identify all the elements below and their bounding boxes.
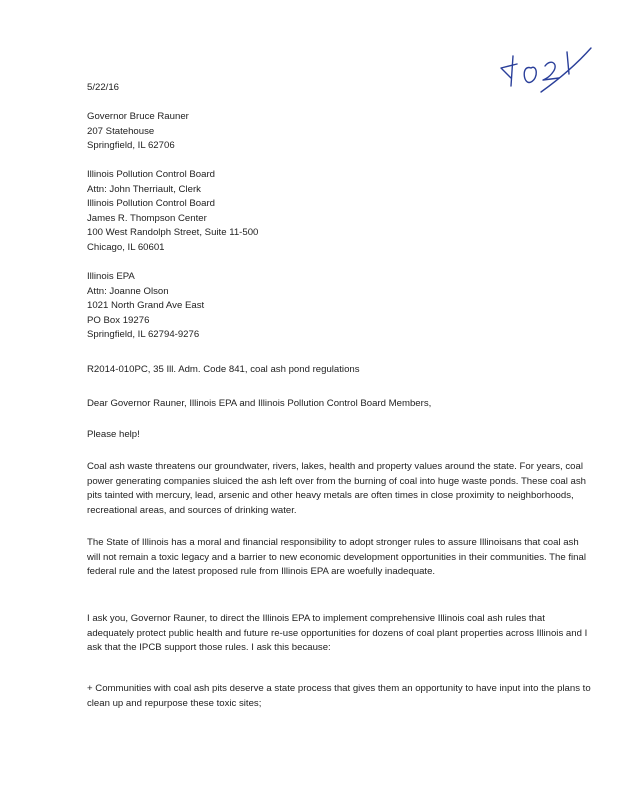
- address-line: 100 West Randolph Street, Suite 11-500: [87, 227, 259, 239]
- body-paragraph-2: The State of Illinois has a moral and financial responsibility to adopt stronger rules to assure Illinoisans that coal ash will not remain a toxic legacy and a barrier to new economic development opportunities in their communities. The final federal rule and the latest proposed rule from Illinois EPA are woefully inadequate.: [87, 537, 586, 578]
- address-line: PO Box 19276: [87, 314, 150, 326]
- address-line: 207 Statehouse: [87, 125, 155, 137]
- address-line: Attn: Joanne Olson: [87, 285, 169, 297]
- subject-line: R2014-010PC, 35 Ill. Adm. Code 841, coal ash pond regulations: [87, 364, 360, 375]
- bullet-point-1: + Communities with coal ash pits deserve a state process that gives them an opportunity to have input into the plans to clean up and repurpose these toxic sites;: [87, 683, 591, 709]
- recipient-governor: [87, 110, 607, 154]
- address-line: Chicago, IL 60601: [87, 241, 165, 253]
- address-line: Governor Bruce Rauner: [87, 111, 189, 122]
- plea: Please help!: [87, 429, 140, 440]
- address-line: Attn: John Therriault, Clerk: [87, 183, 201, 195]
- address-line: Illinois Pollution Control Board: [87, 169, 215, 180]
- recipient-pollution-control-board: [87, 168, 607, 256]
- address-line: Illinois Pollution Control Board: [87, 198, 215, 210]
- recipient-illinois-epa: [87, 270, 607, 343]
- letter-date: 5/22/16: [87, 82, 120, 93]
- address-line: James R. Thompson Center: [87, 212, 207, 224]
- body-paragraph-3: I ask you, Governor Rauner, to direct the Illinois EPA to implement comprehensive Illinois coal ash rules that adequately protect public health and future re-use opportunities for dozens of coal plant properties across Illinois and I ask that the IPCB support those rules. I ask this because:: [87, 613, 588, 654]
- address-line: Springfield, IL 62794-9276: [87, 329, 200, 341]
- salutation: Dear Governor Rauner, Illinois EPA and Illinois Pollution Control Board Members,: [87, 398, 432, 409]
- address-line: Springfield, IL 62706: [87, 140, 175, 152]
- address-line: 1021 North Grand Ave East: [87, 300, 205, 312]
- address-line: Illinois EPA: [87, 271, 135, 282]
- body-paragraph-1: Coal ash waste threatens our groundwater, rivers, lakes, health and property values around the state. For years, coal power generating companies sluiced the ash left over from the burning of coal into huge waste ponds. These coal ash pits tainted with mercury, lead, arsenic and other heavy metals are often times in close proximity to neighborhoods, recreational areas, and sources of drinking water.: [87, 461, 587, 516]
